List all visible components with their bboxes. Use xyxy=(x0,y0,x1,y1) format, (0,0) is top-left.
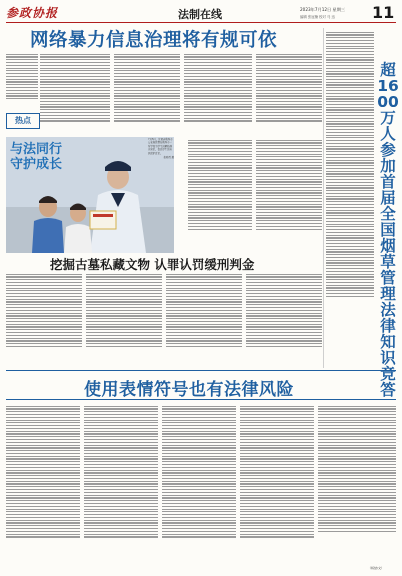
photo-caption xyxy=(148,138,174,159)
third-article-col-3 xyxy=(162,404,236,568)
second-article-headline: 挖掘古墓私藏文物 认罪认罚缓刑判金 xyxy=(50,257,255,272)
masthead: 参政协报 xyxy=(6,6,59,20)
main-headline: 网络暴力信息治理将有规可依 xyxy=(30,30,278,51)
main-article-col-3 xyxy=(184,52,252,136)
photo-caption-text: 7月5日，甘肃省敦煌市公安局民警在敦煌市一所学校为学生讲解防溺水知识，提高学生的自我保护意识。 xyxy=(148,138,173,155)
sidebar-headline: 超1600万人参加首届全国烟草管理法律知识竞答 xyxy=(377,61,399,399)
main-article-col-2 xyxy=(114,52,180,136)
header-rule xyxy=(6,22,396,23)
sidebar-article-body-2 xyxy=(256,138,322,254)
issue-date: 2023年7月12日 星期三 xyxy=(300,7,346,12)
hot-topic-badge: 热点 xyxy=(6,113,40,129)
sidebar-article-body-3 xyxy=(326,30,374,366)
third-article-col-1 xyxy=(6,404,80,568)
main-article-lead xyxy=(6,52,38,110)
main-article-col-4 xyxy=(256,52,322,136)
photo-feature-title: 与法同行 守护成长 xyxy=(10,142,63,172)
third-article-note: （杨喆/文） xyxy=(368,566,385,570)
main-article-col-1 xyxy=(40,52,110,136)
section-title: 法制在线 xyxy=(178,8,222,21)
third-article-col-4 xyxy=(240,404,314,568)
second-article-col-3 xyxy=(166,272,242,364)
editor-credit: 编辑 张冠楠 校对 马 迅 xyxy=(300,15,335,19)
third-article-col-5 xyxy=(318,404,396,564)
sidebar-article-body-1 xyxy=(188,138,252,254)
page-number: 11 xyxy=(372,3,395,22)
second-article-col-4 xyxy=(246,272,322,364)
second-article-col-2 xyxy=(86,272,162,364)
third-article-col-2 xyxy=(84,404,158,568)
column-divider xyxy=(323,28,324,368)
photo-credit: 张晓亮 摄 xyxy=(163,156,174,160)
third-article-headline: 使用表情符号也有法律风险 xyxy=(84,380,294,400)
second-article-col-1 xyxy=(6,272,82,364)
